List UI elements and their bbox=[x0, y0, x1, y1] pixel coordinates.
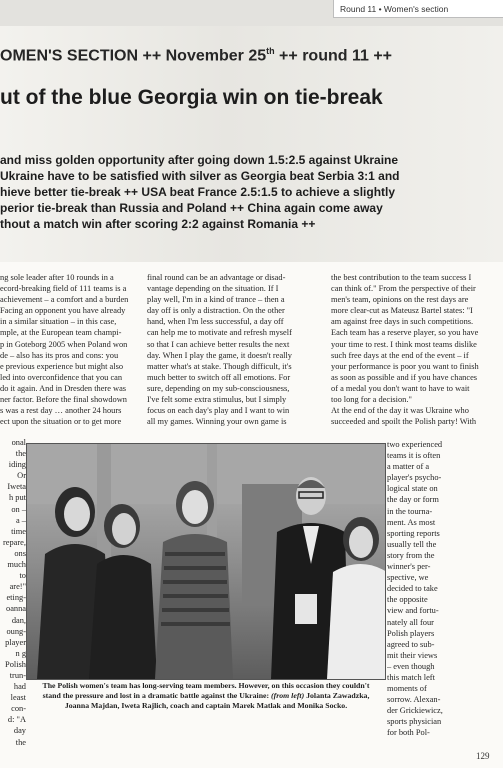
text-line: Iweta bbox=[7, 482, 26, 492]
text-line: der Grickiewicz, bbox=[387, 706, 443, 716]
text-line: least bbox=[10, 693, 26, 703]
text-line: usually tell the bbox=[387, 539, 437, 549]
text-line: oanna bbox=[6, 604, 26, 614]
text-line: sporting reports bbox=[387, 528, 440, 538]
text-line: h put bbox=[9, 493, 26, 503]
text-line: n g bbox=[15, 648, 26, 658]
text-line: of a medal you don't want to have to wait bbox=[331, 383, 470, 393]
text-line: do it again. And in Dresden there was bbox=[0, 383, 127, 393]
photo-caption bbox=[26, 681, 386, 711]
text-line: sure, depending on my sub-consciousness, bbox=[147, 383, 290, 393]
text-line: mple, at the European team champi- bbox=[0, 328, 122, 338]
body-column-1-wrap bbox=[0, 437, 26, 748]
text-line: sports physician bbox=[387, 717, 442, 727]
text-line: this match left bbox=[387, 672, 435, 682]
text-line: focus on each day's play and I want to win bbox=[147, 406, 290, 416]
text-line: play well, I'm in a kind of trance – then a bbox=[147, 295, 285, 305]
text-line: view and fortu- bbox=[387, 606, 439, 616]
text-line: hand, when I'm less successful, a day off bbox=[147, 317, 284, 327]
section-line bbox=[0, 42, 503, 65]
text-line: con- bbox=[11, 704, 26, 714]
text-line: dan, bbox=[11, 615, 26, 625]
text-line: mit their views bbox=[387, 650, 438, 660]
text-line: day off is only a distraction. On the other bbox=[147, 306, 285, 316]
text-line: de – also has its pros and cons: you bbox=[0, 350, 119, 360]
text-line: decided to take bbox=[387, 584, 438, 594]
text-line: in a similar situation – in this case, bbox=[0, 317, 117, 327]
body-column-3 bbox=[331, 272, 501, 427]
text-line: Or bbox=[17, 471, 26, 481]
text-line: a – bbox=[16, 515, 26, 525]
text-line: led into overconfidence that you can bbox=[0, 372, 123, 382]
text-line: your performance is poor you want to finish bbox=[331, 361, 479, 371]
text-line: teams it is often bbox=[387, 451, 441, 461]
text-line: a matter of a bbox=[387, 462, 430, 472]
team-photo-image bbox=[27, 444, 385, 679]
text-line: men's team, opinions on the rest days are bbox=[331, 295, 469, 305]
text-line: day bbox=[13, 726, 26, 736]
text-line: all my games. Winning your own game is bbox=[147, 417, 287, 427]
text-line: your time to rest. I think most teams dislike bbox=[331, 339, 477, 349]
text-line: Polish bbox=[5, 659, 26, 669]
text-line: e previous experience but might also bbox=[0, 361, 124, 371]
text-line: the best contribution to the team success I bbox=[331, 273, 472, 282]
text-line: Each team has a reserve player, so you have bbox=[331, 328, 479, 338]
text-line: logical state on bbox=[387, 484, 438, 494]
text-line: the opposite bbox=[387, 595, 428, 605]
text-line: day. When I play the game, it doesn't really bbox=[147, 350, 292, 360]
caption-line-2c: Jolanta Zawadzka, bbox=[304, 691, 370, 700]
text-line: – even though bbox=[387, 661, 435, 671]
text-line: am against free days in such competitions. bbox=[331, 317, 474, 327]
text-line: succeeded and spoilt the Polish party! With bbox=[331, 417, 477, 427]
text-line: moments of bbox=[387, 684, 427, 694]
text-line: oung- bbox=[6, 626, 26, 636]
text-line: such free days at the end of the event – if bbox=[331, 350, 469, 360]
subhead-line: thout a match win after scoring 2:2 against Romania ++ bbox=[0, 217, 316, 231]
text-line: winner's per- bbox=[387, 562, 431, 572]
text-line: final round can be an advantage or disad- bbox=[147, 273, 286, 282]
text-line: Facing an opponent you have already bbox=[0, 306, 126, 316]
text-line: p in Goteborg 2005 when Poland won bbox=[0, 339, 128, 349]
section-line-rest: ++ round 11 ++ bbox=[274, 47, 392, 65]
section-line-main: OMEN'S SECTION ++ November 25 bbox=[0, 47, 267, 65]
subhead bbox=[0, 152, 503, 232]
text-line: ment. As most bbox=[387, 517, 436, 527]
text-line: iding bbox=[8, 460, 26, 470]
text-line: repare, bbox=[2, 537, 26, 547]
text-line: the day or form bbox=[387, 495, 439, 505]
text-line: to bbox=[19, 571, 26, 581]
text-line: matter what's at stake. Though difficult, it's bbox=[147, 361, 292, 371]
text-line: in the tourna- bbox=[387, 506, 433, 516]
subhead-line: and miss golden opportunity after going down 1.5:2.5 against Ukraine bbox=[0, 153, 399, 167]
text-line: story from the bbox=[387, 550, 435, 560]
text-line: can think of." From the perspective of their bbox=[331, 284, 476, 294]
text-line: spective, we bbox=[387, 573, 429, 583]
section-line-sup: th bbox=[266, 46, 275, 56]
text-line: the bbox=[15, 737, 26, 747]
text-line: two experienced bbox=[387, 440, 443, 449]
text-line: on – bbox=[11, 504, 26, 514]
text-line: player bbox=[5, 637, 26, 647]
text-line: for both Pol- bbox=[387, 728, 430, 738]
text-line: ner factor. Before the final showdown bbox=[0, 395, 127, 405]
text-line: achievement – a comfort and a burden bbox=[0, 295, 129, 305]
text-line: onal bbox=[11, 438, 26, 447]
text-line: can help me to motivate and refresh myself bbox=[147, 328, 292, 338]
text-line: ect upon the situation or to get more bbox=[0, 417, 122, 427]
text-line: d: "A bbox=[7, 715, 26, 725]
text-line: as soon as possible and if you have chances bbox=[331, 372, 478, 382]
text-line: ons bbox=[14, 548, 26, 558]
text-line: more clear-cut as Mateusz Bartel states: "I bbox=[331, 306, 473, 316]
subhead-line: perior tie-break than Russia and Poland ++ China again come away bbox=[0, 201, 383, 215]
running-head: Round 11 • Women's section bbox=[333, 0, 503, 18]
subhead-line: Ukraine have to be satisfied with silver as Georgia beat Serbia 3:1 and bbox=[0, 169, 400, 183]
body-column-2 bbox=[147, 272, 320, 427]
text-line: ng sole leader after 10 rounds in a bbox=[0, 273, 114, 282]
headline: ut of the blue Georgia win on tie-break bbox=[0, 86, 383, 109]
text-line: nately all four bbox=[387, 617, 434, 627]
body-column-1 bbox=[0, 272, 136, 427]
text-line: vantage depending on the situation. If I bbox=[147, 284, 279, 294]
text-line: much bbox=[7, 560, 26, 570]
text-line: agreed to sub- bbox=[387, 639, 435, 649]
text-line: too long for a decision." bbox=[331, 395, 412, 405]
body-column-3-wrap bbox=[387, 439, 503, 739]
text-line: are!" bbox=[9, 582, 26, 592]
text-line: At the end of the day it was Ukraine who bbox=[331, 406, 469, 416]
caption-line-1: The Polish women's team has long-serving team members. However, on this occasion they couldn't bbox=[42, 681, 370, 690]
text-line: ecord-breaking field of 111 teams is a bbox=[0, 284, 127, 294]
text-line: s was a rest day … another 24 hours bbox=[0, 406, 122, 416]
text-line: Polish players bbox=[387, 628, 435, 638]
text-line: sorrow. Alexan- bbox=[387, 695, 441, 705]
text-line: I've felt some extra stimulus, but I simply bbox=[147, 395, 287, 405]
text-line: had bbox=[13, 682, 26, 692]
text-line: the bbox=[15, 449, 26, 459]
page-number: 129 bbox=[476, 751, 490, 761]
text-line: time bbox=[11, 526, 26, 536]
text-line: trun- bbox=[9, 670, 26, 680]
caption-line-2a: stand the pressure and lost in a dramatic battle against the Ukraine: bbox=[42, 691, 272, 700]
text-line: so that I can achieve better results the next bbox=[147, 339, 290, 349]
team-photo bbox=[26, 443, 386, 680]
text-line: player's psycho- bbox=[387, 473, 442, 483]
text-line: much better to switch off all emotions. For bbox=[147, 372, 291, 382]
caption-from-left: (from left) bbox=[271, 691, 305, 700]
subhead-line: hieve better tie-break ++ USA beat France 2.5:1.5 to achieve a slightly bbox=[0, 185, 396, 199]
caption-line-3: Joanna Majdan, Iweta Rajlich, coach and captain Marek Matlak and Monika Socko. bbox=[64, 701, 348, 710]
text-line: eting- bbox=[6, 593, 26, 603]
